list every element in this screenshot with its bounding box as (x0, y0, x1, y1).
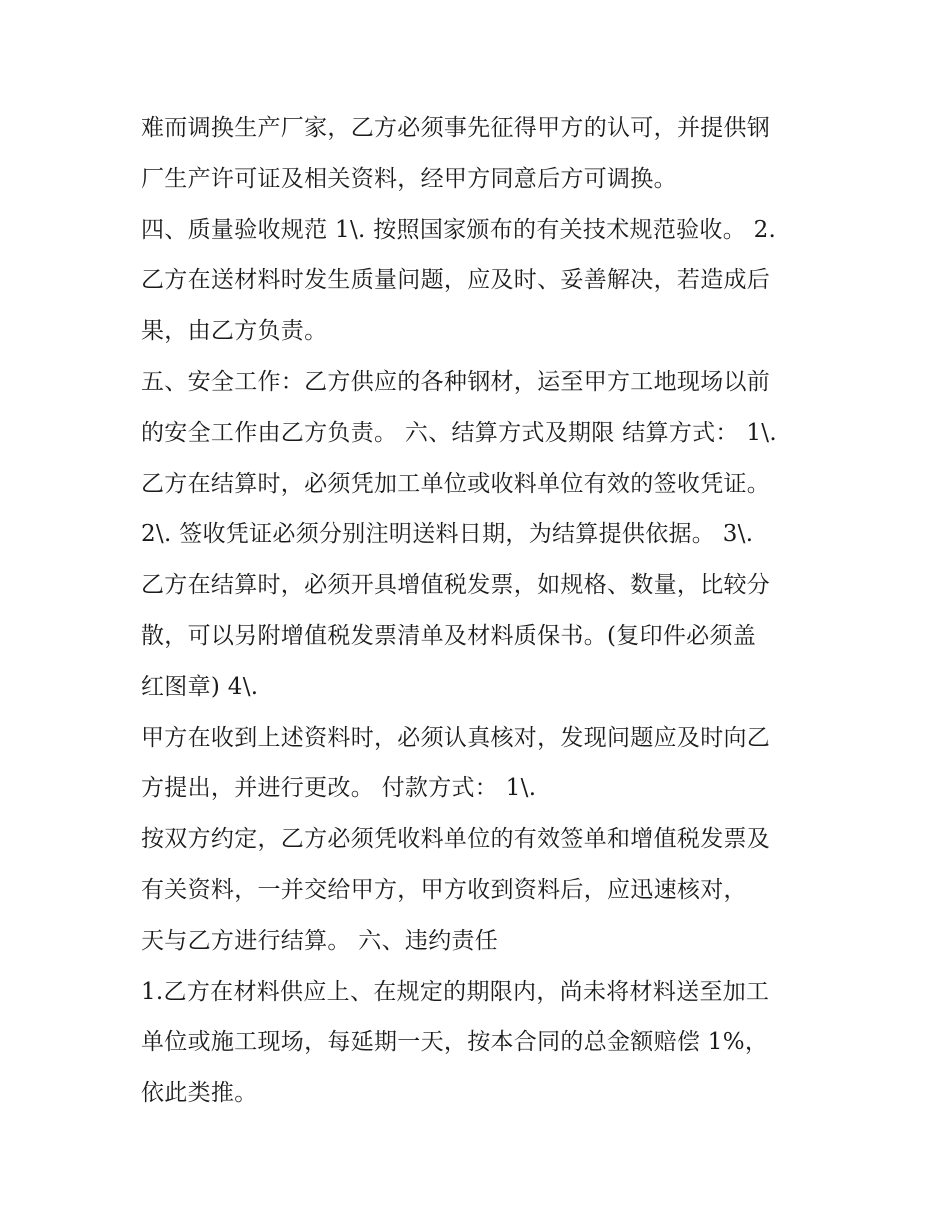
text-line: 天与乙方进行结算。 六、违约责任 (141, 927, 499, 954)
text-line: 甲方在收到上述资料时，必须认真核对，发现问题应及时向乙 (141, 724, 771, 751)
text-line: 依此类推。 (141, 1080, 258, 1107)
text-line: 按双方约定，乙方必须凭收料单位的有效签单和增值税发票及 (141, 826, 771, 853)
text-line: 乙方在送材料时发生质量问题，应及时、妥善解决，若造成后 (141, 267, 771, 294)
text-line: 四、质量验收规范 1\. 按照国家颁布的有关技术规范验收。 2. (141, 216, 777, 243)
text-line: 五、安全工作：乙方供应的各种钢材，运至甲方工地现场以前 (141, 368, 771, 395)
text-line: 有关资料，一并交给甲方，甲方收到资料后，应迅速核对， (141, 876, 747, 903)
text-line: 乙方在结算时，必须开具增值税发票，如规格、数量，比较分 (141, 572, 771, 599)
text-line: 的安全工作由乙方负责。 六、结算方式及期限 结算方式： 1\. (141, 419, 777, 446)
text-line: 乙方在结算时，必须凭加工单位或收料单位有效的签收凭证。 (141, 470, 771, 497)
text-line: 1.乙方在材料供应上、在规定的期限内，尚未将材料送至加工 (141, 978, 770, 1005)
text-line: 散，可以另附增值税发票清单及材料质保书。(复印件必须盖 (141, 622, 757, 649)
text-line: 方提出，并进行更改。 付款方式： 1\. (141, 775, 537, 802)
document-body (141, 103, 821, 1119)
text-line: 厂生产许可证及相关资料，经甲方同意后方可调换。 (141, 165, 677, 192)
text-line: 2\. 签收凭证必须分别注明送料日期，为结算提供依据。 3\. (141, 521, 754, 548)
text-line: 红图章) 4\. (141, 673, 259, 700)
text-line: 果，由乙方负责。 (141, 318, 328, 345)
text-line: 单位或施工现场，每延期一天，按本合同的总金额赔偿 1%， (141, 1029, 769, 1056)
text-line: 难而调换生产厂家，乙方必须事先征得甲方的认可，并提供钢 (141, 115, 771, 141)
